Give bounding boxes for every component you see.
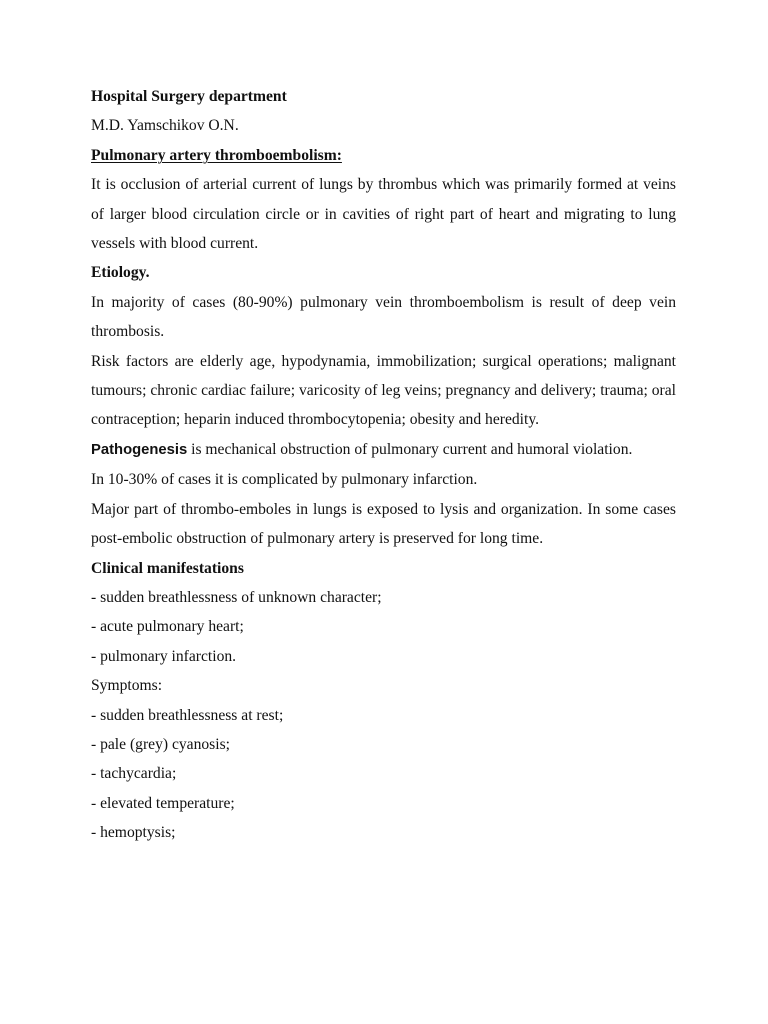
pathogenesis-term: Pathogenesis <box>91 441 188 458</box>
list-item: - pale (grey) cyanosis; <box>91 735 230 753</box>
list-item: - sudden breathlessness at rest; <box>91 706 284 724</box>
pathogenesis-text: is mechanical obstruction of pulmonary current and humoral violation. <box>187 440 633 458</box>
list-item: - tachycardia; <box>91 765 177 783</box>
risk-factors-paragraph: Risk factors are elderly age, hypodynamia, immobilization; surgical operations; malignant tumours; chronic cardiac failure; varicosity of leg veins; pregnancy and delivery; trauma; oral contraception; heparin induced thrombocytopenia; obesity and heredity. <box>91 352 676 429</box>
lysis-paragraph: Major part of thrombo-emboles in lungs is exposed to lysis and organization. In some cases post-embolic obstruction of pulmonary artery is preserved for long time. <box>91 500 676 548</box>
list-item: - acute pulmonary heart; <box>91 618 244 636</box>
definition-paragraph: It is occlusion of arterial current of lungs by thrombus which was primarily formed at veins of larger blood circulation circle or in cavities of right part of heart and migrating to lung vessels with blood current. <box>91 176 676 253</box>
pathogenesis-paragraph <box>91 435 676 465</box>
list-item: - elevated temperature; <box>91 794 235 812</box>
document-title: Pulmonary artery thromboembolism: <box>91 146 342 164</box>
clinical-heading: Clinical manifestations <box>91 559 244 577</box>
etiology-paragraph: In majority of cases (80-90%) pulmonary vein thromboembolism is result of deep vein thrombosis. <box>91 293 676 341</box>
list-item: - hemoptysis; <box>91 824 176 842</box>
department-heading: Hospital Surgery department <box>91 88 287 105</box>
document-page <box>91 82 676 848</box>
list-item: - pulmonary infarction. <box>91 647 237 665</box>
etiology-heading: Etiology. <box>91 264 150 282</box>
list-item: - sudden breathlessness of unknown character; <box>91 588 382 606</box>
infarction-paragraph: In 10-30% of cases it is complicated by pulmonary infarction. <box>91 471 478 489</box>
author-line: M.D. Yamschikov O.N. <box>91 117 239 135</box>
symptoms-heading: Symptoms: <box>91 677 163 695</box>
